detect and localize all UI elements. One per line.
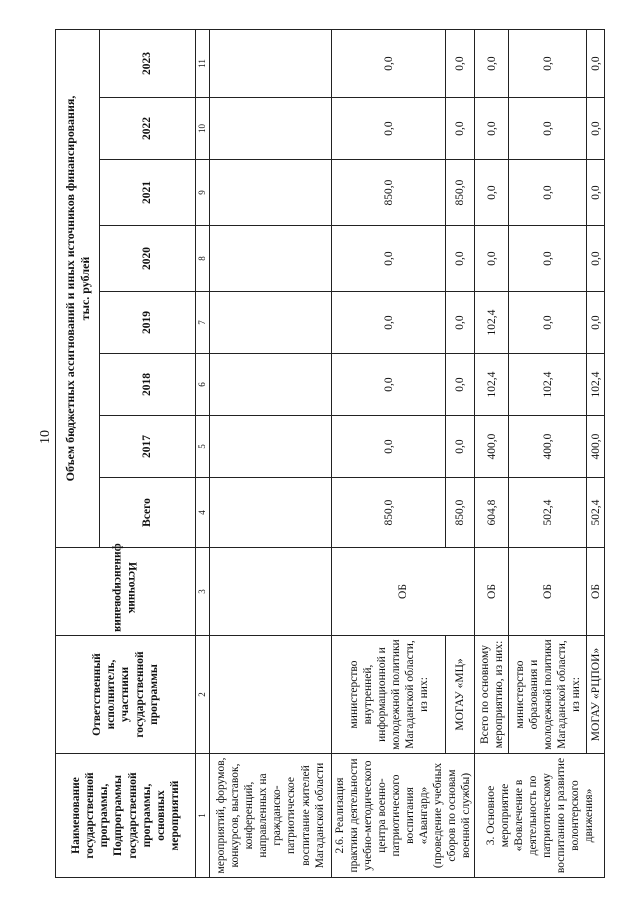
row-value: 0,0 xyxy=(509,226,587,292)
row-value: 0,0 xyxy=(475,29,509,97)
column-number: 5 xyxy=(196,416,210,478)
row-program-name: мероприятий, форумов, конкурсов, выставок, конференций, направленных на гражданско-патриотическое воспитание жителей Магаданской области xyxy=(209,754,331,878)
table-row xyxy=(509,29,587,877)
column-number: 8 xyxy=(196,226,210,292)
table-row xyxy=(331,29,445,877)
row-value: 0,0 xyxy=(446,416,475,478)
table-row xyxy=(587,29,605,877)
row-source: ОБ xyxy=(475,548,509,636)
row-value xyxy=(209,29,331,97)
row-value: 400,0 xyxy=(587,416,605,478)
row-value: 0,0 xyxy=(587,226,605,292)
row-value: 0,0 xyxy=(509,98,587,160)
row-value: 0,0 xyxy=(475,226,509,292)
row-value: 102,4 xyxy=(587,354,605,416)
program-financing-table xyxy=(55,29,605,878)
row-value xyxy=(209,416,331,478)
table-row xyxy=(209,29,331,877)
header-year-2017: 2017 xyxy=(100,416,196,478)
table-row xyxy=(446,29,475,877)
row-value: 0,0 xyxy=(331,292,445,354)
page-number: 10 xyxy=(38,430,53,444)
column-number: 2 xyxy=(196,636,210,754)
row-value: 102,4 xyxy=(475,354,509,416)
row-value: 850,0 xyxy=(446,478,475,548)
row-source: ОБ xyxy=(509,548,587,636)
row-value: 0,0 xyxy=(446,29,475,97)
header-source-text: Источник финансирования xyxy=(112,543,139,632)
row-value xyxy=(209,478,331,548)
row-value: 0,0 xyxy=(475,98,509,160)
row-value: 0,0 xyxy=(509,160,587,226)
row-source xyxy=(209,548,331,636)
row-value: 0,0 xyxy=(587,160,605,226)
row-value: 502,4 xyxy=(587,478,605,548)
row-value xyxy=(209,354,331,416)
row-executor: МОГАУ «РЦПОИ» xyxy=(587,636,605,754)
row-value: 0,0 xyxy=(446,354,475,416)
header-year-2020: 2020 xyxy=(100,226,196,292)
row-value: 102,4 xyxy=(509,354,587,416)
column-number: 6 xyxy=(196,354,210,416)
header-year-total: Всего xyxy=(100,478,196,548)
row-program-name: 3. Основное мероприятие «Вовлечение в деятельность по патриотическому воспитанию и развитие волонтерского движения» xyxy=(475,754,605,878)
row-value: 102,4 xyxy=(475,292,509,354)
header-year-2018: 2018 xyxy=(100,354,196,416)
row-executor xyxy=(209,636,331,754)
row-value xyxy=(209,160,331,226)
row-value: 0,0 xyxy=(475,160,509,226)
row-executor: МОГАУ «МЦ» xyxy=(446,636,475,754)
row-value: 850,0 xyxy=(331,478,445,548)
row-value: 0,0 xyxy=(331,226,445,292)
row-value: 502,4 xyxy=(509,478,587,548)
row-program-name: 2.6. Реализация практики деятельности учебно-методического центра военно-патриотического воспитания «Авангард» (проведение учебных сборов по основам военной службы) xyxy=(331,754,474,878)
row-value: 0,0 xyxy=(331,98,445,160)
row-value xyxy=(209,226,331,292)
row-value: 0,0 xyxy=(587,292,605,354)
program-table-container xyxy=(55,30,605,878)
column-numbers-row xyxy=(196,29,210,877)
column-number: 9 xyxy=(196,160,210,226)
header-financing-line2: тыс. рублей xyxy=(77,256,92,321)
row-value: 0,0 xyxy=(446,292,475,354)
row-value: 0,0 xyxy=(331,354,445,416)
header-financing-line1: Объем бюджетных ассигнований и иных источников финансирования, xyxy=(62,95,77,482)
column-number: 1 xyxy=(196,754,210,878)
column-number: 3 xyxy=(196,548,210,636)
header-year-2019: 2019 xyxy=(100,292,196,354)
column-number: 7 xyxy=(196,292,210,354)
row-source: ОБ xyxy=(587,548,605,636)
row-value: 0,0 xyxy=(509,292,587,354)
row-executor: Всего по основному мероприятию, из них: xyxy=(475,636,509,754)
row-value: 0,0 xyxy=(331,29,445,97)
row-value: 0,0 xyxy=(509,29,587,97)
header-financing xyxy=(56,29,100,547)
row-value: 400,0 xyxy=(509,416,587,478)
column-number: 10 xyxy=(196,98,210,160)
row-value: 850,0 xyxy=(331,160,445,226)
row-value: 0,0 xyxy=(446,98,475,160)
header-program-name: Наименование государственной программы, Подпрограммы государственной программы, основных мероприятий xyxy=(56,754,196,878)
row-value xyxy=(209,98,331,160)
header-year-2022: 2022 xyxy=(100,98,196,160)
header-year-2023: 2023 xyxy=(100,29,196,97)
row-value: 0,0 xyxy=(446,226,475,292)
row-value: 0,0 xyxy=(587,98,605,160)
column-number: 11 xyxy=(196,29,210,97)
header-year-2021: 2021 xyxy=(100,160,196,226)
row-value: 604,8 xyxy=(475,478,509,548)
row-value: 850,0 xyxy=(446,160,475,226)
row-value xyxy=(209,292,331,354)
header-executor: Ответственный исполнитель, участники государственной программы xyxy=(56,636,196,754)
row-source: ОБ xyxy=(331,548,474,636)
row-value: 0,0 xyxy=(331,416,445,478)
row-executor: министерство внутренней, информационной и молодежной политики Магаданской области, из них: xyxy=(331,636,445,754)
row-value: 0,0 xyxy=(587,29,605,97)
row-executor: министерство образования и молодежной политики Магаданской области, из них: xyxy=(509,636,587,754)
table-row xyxy=(475,29,509,877)
header-source xyxy=(56,543,196,636)
column-number: 4 xyxy=(196,478,210,548)
row-value: 400,0 xyxy=(475,416,509,478)
